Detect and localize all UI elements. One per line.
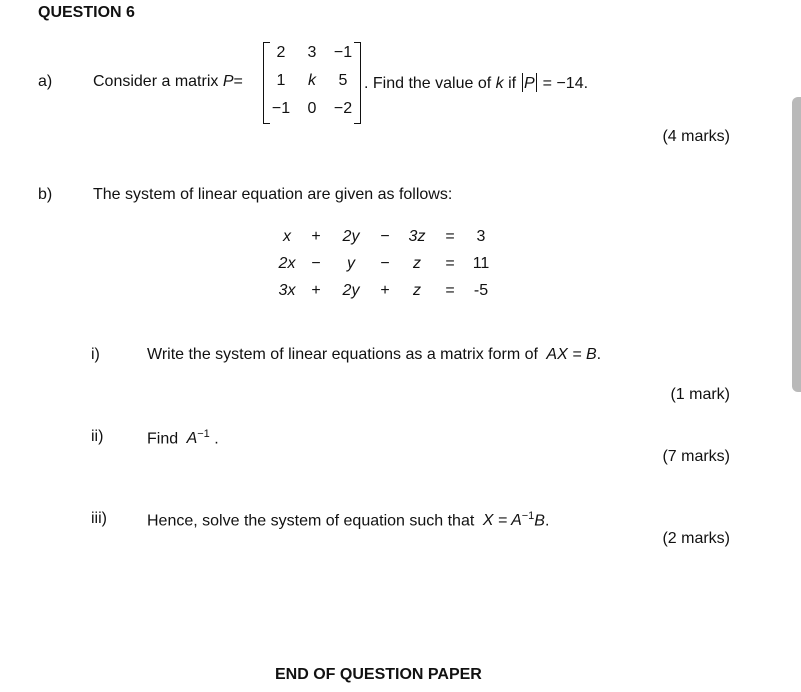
- eq-op: +: [311, 228, 321, 245]
- matrix-p: [263, 42, 361, 124]
- sub-ii-marks: (7 marks): [662, 448, 730, 465]
- eq-op: −: [380, 228, 390, 245]
- eq-term: x: [283, 228, 291, 245]
- eq-term: 3z: [408, 228, 426, 245]
- eq-term: z: [413, 255, 421, 272]
- sub-ii-label: ii): [91, 428, 104, 445]
- matrix-name: P: [222, 73, 234, 90]
- eq-term: y: [347, 255, 355, 272]
- part-a-find: [364, 73, 588, 93]
- part-a-label: a): [38, 73, 53, 90]
- sub-i-text: Write the system of linear equations as a matrix form of: [147, 346, 538, 363]
- matrix-cell: −1: [271, 100, 291, 117]
- eq-equals: =: [445, 255, 455, 272]
- question-title: QUESTION 6: [38, 4, 135, 21]
- find-text: . Find the value of: [364, 75, 492, 92]
- vertical-scrollbar[interactable]: [792, 97, 801, 392]
- sub-ii-formula-sup: −1: [197, 428, 210, 440]
- sub-ii-question: [147, 428, 219, 448]
- part-b-intro: The system of linear equation are given as follows:: [93, 186, 453, 203]
- det-bar-left: [522, 73, 524, 92]
- eq-term: 2y: [342, 282, 360, 299]
- sub-iii-formula-pre: X = A: [482, 512, 522, 530]
- if-text: if: [508, 75, 517, 92]
- matrix-cell: 2: [276, 44, 286, 61]
- det-value: = −14.: [542, 75, 589, 92]
- sub-i-label: i): [91, 346, 100, 363]
- find-variable: k: [495, 75, 504, 92]
- eq-equals: =: [445, 228, 455, 245]
- sub-iii-question: [147, 510, 549, 530]
- matrix-cell: 5: [338, 72, 348, 89]
- sub-i-formula: AX = B: [546, 346, 597, 363]
- sub-iii-formula-sup: −1: [521, 510, 535, 522]
- sub-iii-marks: (2 marks): [662, 530, 730, 547]
- eq-equals: =: [445, 282, 455, 299]
- sub-iii-text: Hence, solve the system of equation such that: [147, 512, 475, 530]
- sub-ii-end: .: [214, 430, 219, 448]
- sub-i-question: [147, 346, 601, 364]
- matrix-cell: k: [308, 72, 316, 89]
- eq-op: +: [311, 282, 321, 299]
- part-a-marks: (4 marks): [662, 128, 730, 145]
- eq-rhs: 3: [476, 228, 486, 245]
- sub-i-end: .: [596, 346, 602, 363]
- part-a-intro: Consider a matrix: [93, 73, 219, 90]
- det-bar-right: [536, 73, 538, 92]
- sub-iii-formula-post: B: [534, 512, 545, 530]
- matrix-cell: 3: [307, 44, 317, 61]
- eq-term: 3x: [278, 282, 296, 299]
- end-of-paper: END OF QUESTION PAPER: [275, 666, 482, 683]
- eq-op: −: [311, 255, 321, 272]
- matrix-cell: 1: [276, 72, 286, 89]
- eq-op: −: [380, 255, 390, 272]
- matrix-cell: −2: [333, 100, 353, 117]
- det-variable: P: [524, 75, 535, 92]
- sub-ii-text: Find: [147, 430, 179, 448]
- eq-term: 2y: [342, 228, 360, 245]
- eq-op: +: [380, 282, 390, 299]
- matrix-cell: 0: [307, 100, 317, 117]
- eq-term: 2x: [278, 255, 296, 272]
- eq-term: z: [413, 282, 421, 299]
- eq-rhs: 11: [472, 255, 490, 272]
- sub-ii-formula-base: A: [186, 430, 198, 448]
- sub-iii-label: iii): [91, 510, 107, 527]
- matrix-cell: −1: [333, 44, 353, 61]
- sub-iii-end: .: [544, 512, 550, 530]
- eq-rhs: -5: [473, 282, 489, 299]
- part-b-label: b): [38, 186, 53, 203]
- sub-i-marks: (1 mark): [670, 386, 730, 403]
- matrix-equals: =: [233, 73, 243, 90]
- part-a-question: [93, 73, 243, 91]
